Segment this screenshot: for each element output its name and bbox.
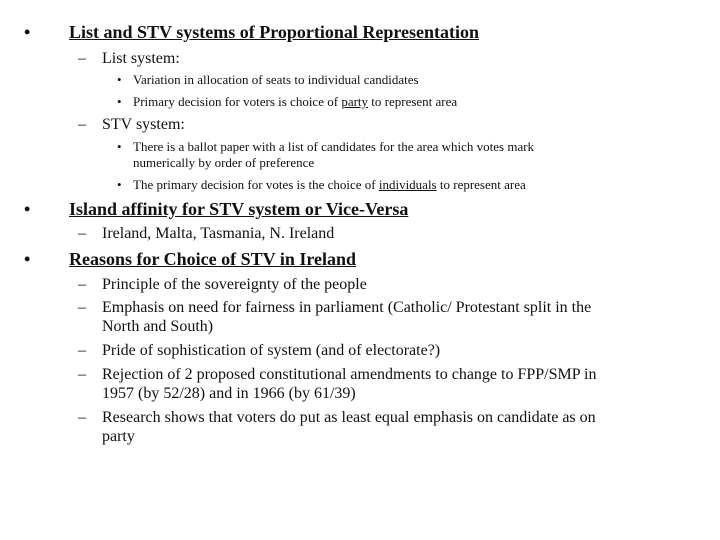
- stv-point-1-line1: There is a ballot paper with a list of candidates for the area which votes mark: [133, 139, 535, 154]
- party-underlined: party: [341, 94, 369, 109]
- dash-marker: –: [78, 116, 86, 133]
- small-bullet: •: [117, 72, 122, 87]
- heading-island-affinity: Island affinity for STV system or Vice-Versa: [69, 199, 409, 219]
- stv-point-1-line2: numerically by order of preference: [133, 155, 315, 170]
- dash-marker: –: [78, 342, 86, 359]
- dash-marker: –: [78, 366, 86, 383]
- small-bullet: •: [117, 94, 122, 109]
- bullet-marker: •: [24, 249, 31, 269]
- reason-3: Pride of sophistication of system (and of electorate?): [102, 342, 441, 359]
- heading-reasons-stv: Reasons for Choice of STV in Ireland: [69, 249, 357, 269]
- dash-marker: –: [78, 409, 86, 426]
- stv-point-2: [133, 177, 526, 193]
- small-bullet: •: [117, 177, 122, 192]
- bullet-marker: •: [24, 199, 31, 219]
- islands-list: Ireland, Malta, Tasmania, N. Ireland: [102, 225, 335, 242]
- reason-2-line1: Emphasis on need for fairness in parliament (Catholic/ Protestant split in the: [102, 299, 592, 316]
- stv-point-2-pre: The primary decision for votes is the choice of: [133, 177, 379, 192]
- dash-marker: –: [78, 225, 86, 242]
- reason-4-line2: 1957 (by 52/28) and in 1966 (by 61/39): [102, 385, 356, 402]
- list-point-2-pre: Primary decision for voters is choice of: [133, 94, 342, 109]
- small-bullet: •: [117, 139, 122, 154]
- dash-marker: –: [78, 50, 86, 67]
- reason-4-line1: Rejection of 2 proposed constitutional amendments to change to FPP/SMP in: [102, 366, 597, 383]
- reason-1: Principle of the sovereignty of the people: [102, 276, 367, 293]
- heading-list-stv: List and STV systems of Proportional Representation: [69, 22, 480, 42]
- reason-5-line2: party: [102, 428, 135, 445]
- dash-marker: –: [78, 299, 86, 316]
- list-system-label: List system:: [102, 50, 180, 67]
- reason-2-line2: North and South): [102, 318, 214, 335]
- list-point-1: Variation in allocation of seats to individual candidates: [133, 72, 419, 87]
- bullet-marker: •: [24, 22, 31, 42]
- reason-5-line1: Research shows that voters do put as least equal emphasis on candidate as on: [102, 409, 596, 426]
- list-point-2-post: to represent area: [368, 94, 458, 109]
- stv-point-2-post: to represent area: [436, 177, 526, 192]
- list-point-2: [133, 94, 457, 110]
- individuals-underlined: individuals: [378, 177, 437, 192]
- dash-marker: –: [78, 276, 86, 293]
- stv-system-label: STV system:: [102, 116, 185, 133]
